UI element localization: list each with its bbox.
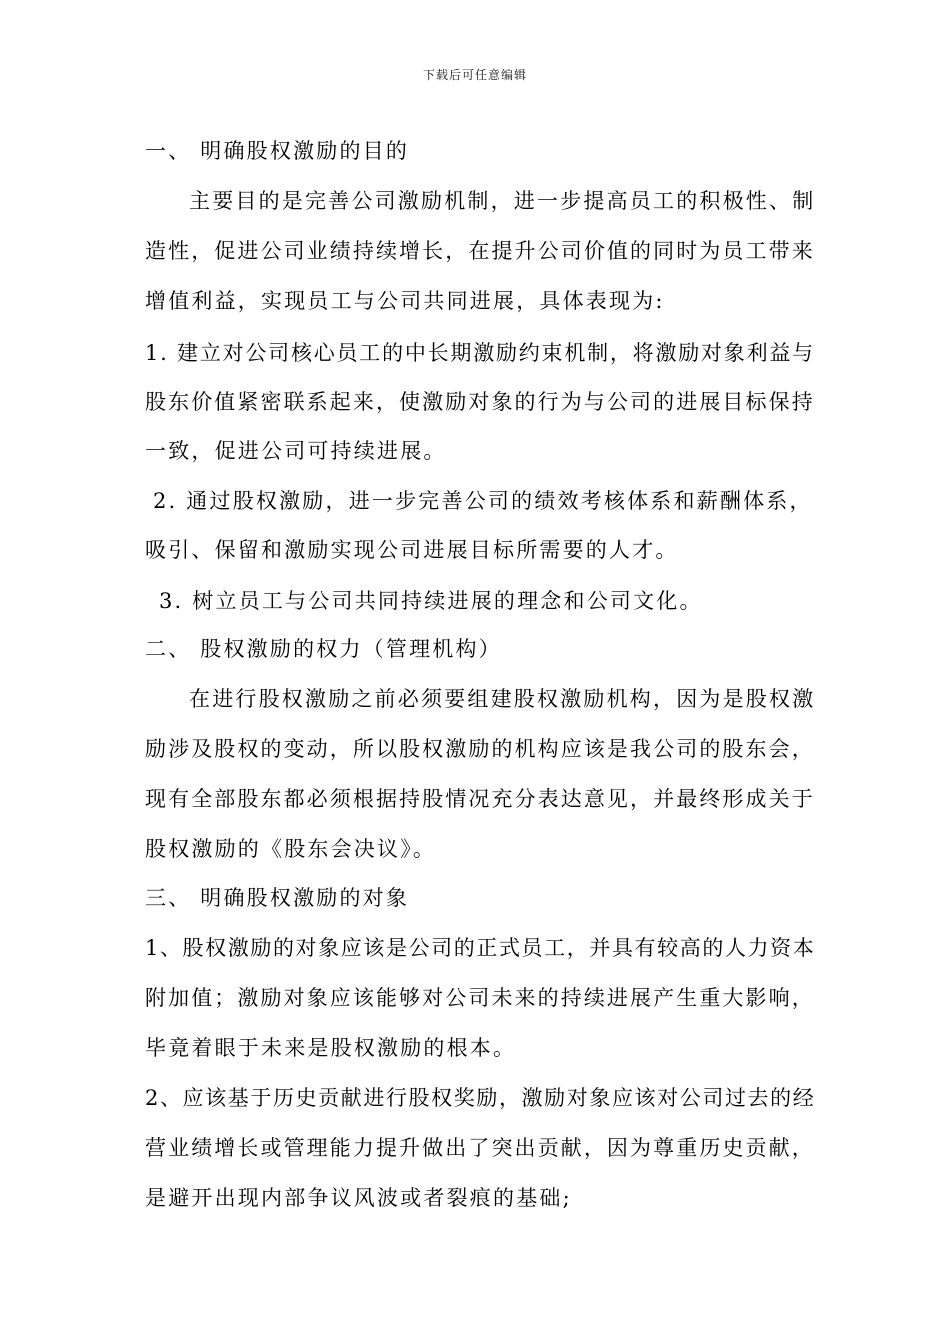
list-item-line: 3. 树立员工与公司共同持续进展的理念和公司文化。 — [159, 589, 703, 613]
list-item-line: 吸引、保留和激励实现公司进展目标所需要的人才。 — [145, 538, 679, 562]
list-item-line: 股东价值紧密联系起来，使激励对象的行为与公司的进展目标保持 — [145, 390, 815, 414]
section-heading-1: 一、 明确股权激励的目的 — [145, 139, 410, 163]
paragraph-line: 股权激励的《股东会决议》。 — [145, 837, 437, 861]
list-item-line: 2. 通过股权激励，进一步完善公司的绩效考核体系和薪酬体系， — [153, 489, 813, 513]
list-item-line: 一致，促进公司可持续进展。 — [145, 439, 447, 463]
section-heading-3: 三、 明确股权激励的对象 — [145, 886, 410, 910]
paragraph-line: 造性，促进公司业绩持续增长，在提升公司价值的同时为员工带来 — [145, 239, 815, 263]
list-item-line: 1、股权激励的对象应该是公司的正式员工，并具有较高的人力资本 — [145, 936, 816, 960]
section-heading-2: 二、 股权激励的权力（管理机构） — [145, 637, 502, 661]
paragraph-line: 主要目的是完善公司激励机制，进一步提高员工的积极性、制 — [189, 189, 816, 213]
list-item-line: 是避开出现内部争议风波或者裂痕的基础; — [145, 1186, 572, 1210]
list-item-line: 毕竟着眼于未来是股权激励的根本。 — [145, 1036, 517, 1060]
list-item-line: 1. 建立对公司核心员工的中长期激励约束机制，将激励对象利益与 — [145, 341, 815, 365]
paragraph-line: 在进行股权激励之前必须要组建股权激励机构，因为是股权激 — [189, 687, 816, 711]
paragraph-line: 现有全部股东都必须根据持股情况充分表达意见，并最终形成关于 — [145, 787, 815, 811]
paragraph-line: 励涉及股权的变动，所以股权激励的机构应该是我公司的股东会， — [145, 737, 815, 761]
list-item-line: 附加值；激励对象应该能够对公司未来的持续进展产生重大影响， — [145, 986, 815, 1010]
list-item-line: 2、应该基于历史贡献进行股权奖励，激励对象应该对公司过去的经 — [145, 1086, 816, 1110]
header-note: 下载后可任意编辑 — [422, 68, 527, 82]
paragraph-line: 增值利益，实现员工与公司共同进展，具体表现为: — [145, 289, 665, 313]
list-item-line: 营业绩增长或管理能力提升做出了突出贡献，因为尊重历史贡献， — [145, 1136, 815, 1160]
